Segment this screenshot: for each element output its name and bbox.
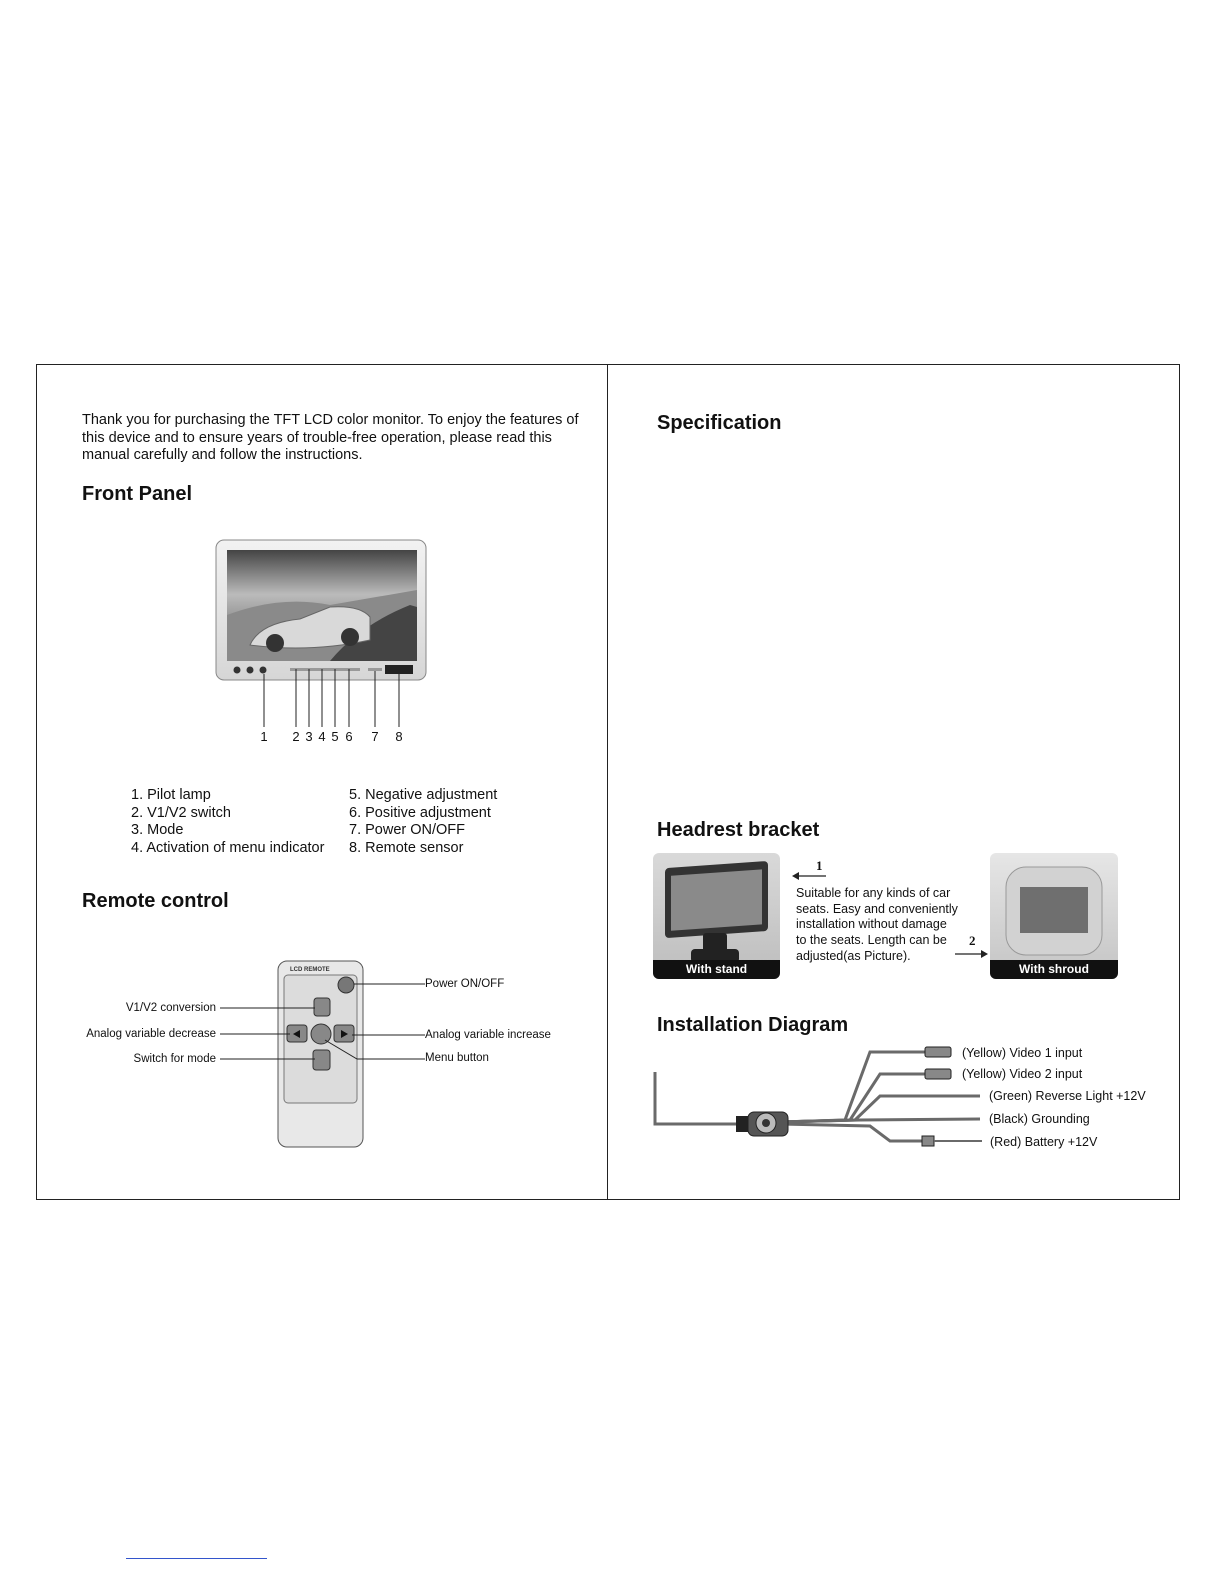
intro-paragraph: Thank you for purchasing the TFT LCD color monitor. To enjoy the features of this device and to ensure years of trouble-free operation, please read this manual carefully and follow the instructions.: [82, 412, 579, 463]
remote-label-left: V1/V2 conversion: [125, 1002, 216, 1014]
front-panel-legend-right: [349, 787, 549, 858]
callout-number: 5: [331, 729, 339, 744]
with-shroud-caption: With shroud: [990, 960, 1118, 979]
callout-number: 3: [305, 729, 313, 744]
legend-item: 4. Activation of menu indicator: [131, 840, 325, 857]
installation-wiring-diagram: [650, 1042, 990, 1162]
wire-label: (Black) Grounding: [989, 1112, 1090, 1126]
description-line: adjusted(as Picture).: [796, 948, 911, 963]
with-shroud-photo: [990, 853, 1118, 979]
wire-label: (Green) Reverse Light +12V: [989, 1089, 1146, 1103]
callout-number: 7: [371, 729, 379, 744]
legend-item: 5. Negative adjustment: [349, 787, 498, 803]
remote-control-title: Remote control: [82, 890, 229, 912]
legend-item: 1. Pilot lamp: [131, 787, 211, 803]
with-stand-caption: With stand: [653, 960, 780, 979]
front-panel-legend-left: [131, 787, 341, 858]
remote-label-left: Analog variable decrease: [86, 1028, 216, 1040]
legend-item: 6. Positive adjustment: [349, 804, 491, 821]
callout-lines: [210, 685, 435, 727]
page-divider: [607, 364, 608, 1200]
callout-number: 6: [345, 729, 353, 744]
front-panel-numbers: [210, 729, 435, 745]
with-stand-photo: [653, 853, 780, 979]
arrow-marker-2: 2: [969, 933, 976, 948]
remote-label-left: Switch for mode: [133, 1053, 216, 1065]
remote-label-right: Menu button: [425, 1052, 489, 1064]
legend-item: 8. Remote sensor: [349, 840, 464, 857]
wire-label: (Yellow) Video 2 input: [962, 1067, 1083, 1081]
callout-number: 4: [318, 729, 326, 744]
callout-number: 1: [260, 729, 268, 744]
description-line: to the seats. Length can be: [796, 933, 947, 948]
description-line: installation without damage: [796, 917, 947, 932]
callout-number: 8: [395, 729, 403, 744]
installation-title: Installation Diagram: [657, 1014, 849, 1036]
remote-brand: LCD REMOTE: [290, 967, 330, 973]
specification-title: Specification: [657, 412, 782, 434]
headrest-description: [796, 886, 976, 965]
footer-link-underline: [126, 1558, 267, 1559]
remote-label-right: Power ON/OFF: [425, 978, 505, 990]
legend-item: 3. Mode: [131, 822, 184, 839]
wire-label: (Yellow) Video 1 input: [962, 1046, 1083, 1060]
description-line: Suitable for any kinds of car: [796, 886, 951, 900]
front-panel-title: Front Panel: [82, 483, 193, 505]
description-line: seats. Easy and conveniently: [796, 901, 958, 916]
remote-callout-lines: [215, 975, 430, 1070]
wire-label: (Red) Battery +12V: [990, 1135, 1098, 1149]
arrow-marker-1: 1: [816, 858, 823, 873]
monitor-front-illustration: [210, 535, 435, 685]
remote-label-right: Analog variable increase: [425, 1029, 551, 1041]
callout-number: 2: [292, 729, 300, 744]
headrest-title: Headrest bracket: [657, 819, 820, 841]
legend-item: 7. Power ON/OFF: [349, 822, 466, 839]
legend-item: 2. V1/V2 switch: [131, 804, 231, 821]
